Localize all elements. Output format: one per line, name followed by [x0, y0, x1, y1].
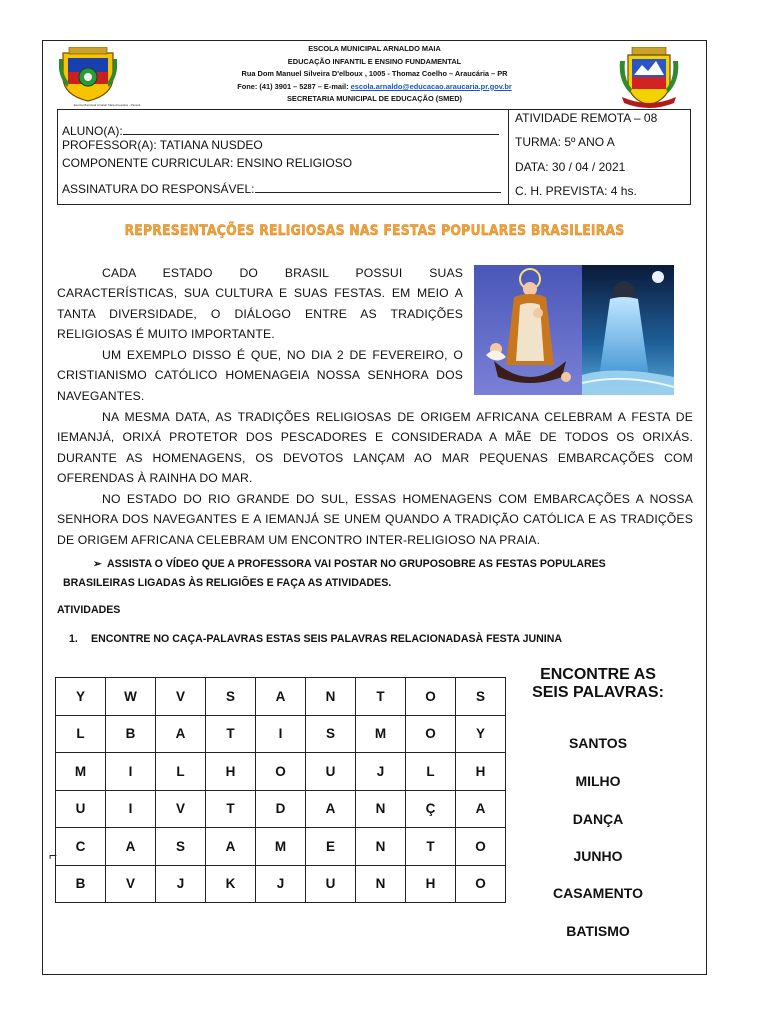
- grid-cell[interactable]: J: [356, 753, 406, 791]
- grid-cell[interactable]: M: [256, 828, 306, 866]
- grid-cell[interactable]: B: [56, 865, 106, 903]
- grid-cell[interactable]: N: [306, 678, 356, 716]
- email-link[interactable]: escola.arnaldo@educacao.araucaria.pr.gov.br: [350, 81, 512, 91]
- grid-cell[interactable]: O: [256, 753, 306, 791]
- grid-cell[interactable]: U: [56, 790, 106, 828]
- grid-cell[interactable]: B: [106, 715, 156, 753]
- grid-cell[interactable]: H: [456, 753, 506, 791]
- instruction-bullet: [63, 555, 663, 593]
- grid-cell[interactable]: O: [406, 715, 456, 753]
- carga-horaria-label: C. H. PREVISTA: 4 hs.: [515, 184, 637, 198]
- grid-cell[interactable]: T: [406, 828, 456, 866]
- grid-cell[interactable]: N: [356, 828, 406, 866]
- grid-cell[interactable]: J: [256, 865, 306, 903]
- school-level: EDUCAÇÃO INFANTIL E ENSINO FUNDAMENTAL: [287, 56, 462, 66]
- phone-label: Fone: (41) 3901 – 5287 – E-mail:: [237, 81, 349, 91]
- grid-cell[interactable]: L: [406, 753, 456, 791]
- grid-cell[interactable]: J: [156, 865, 206, 903]
- grid-cell[interactable]: L: [156, 753, 206, 791]
- school-contact: [43, 81, 706, 94]
- grid-cell[interactable]: U: [306, 865, 356, 903]
- grid-row: [56, 828, 506, 866]
- grid-cell[interactable]: V: [156, 678, 206, 716]
- info-divider: [508, 110, 509, 204]
- question-number: 1.: [69, 633, 78, 645]
- question-text: ENCONTRE NO CAÇA-PALAVRAS ESTAS SEIS PALAVRAS RELACIONADASÀ FESTA JUNINA: [91, 633, 563, 645]
- grid-row: [56, 753, 506, 791]
- paragraph-3: [57, 407, 693, 488]
- school-header: [43, 41, 706, 111]
- instruction-text: ASSISTA O VÍDEO QUE A PROFESSORA VAI POSTAR NO GRUPOSOBRE AS FESTAS POPULARES BRASILEIRAS LIGADAS ÀS RELIGIÕES E FAÇA AS ATIVIDADES.: [63, 558, 606, 589]
- data-label: DATA: 30 / 04 / 2021: [515, 160, 626, 174]
- aluno-label: ALUNO(A):: [62, 124, 123, 138]
- worksheet-title: REPRESENTAÇÕES RELIGIOSAS NAS FESTAS POPULARES BRASILEIRAS: [124, 223, 625, 239]
- word-item: JUNHO: [573, 848, 623, 864]
- word-item: SANTOS: [568, 735, 628, 751]
- grid-cell[interactable]: V: [106, 865, 156, 903]
- turma-label: TURMA: 5º ANO A: [515, 135, 615, 149]
- religious-figures-image: [474, 265, 674, 395]
- grid-cell[interactable]: A: [256, 678, 306, 716]
- grid-cell[interactable]: Y: [56, 678, 106, 716]
- word-item: BATISMO: [566, 923, 630, 939]
- assinatura-line[interactable]: [255, 182, 501, 193]
- arrow-bullet-icon: ➢: [93, 558, 102, 570]
- paragraph-4-text: NO ESTADO DO RIO GRANDE DO SUL, ESSAS HOMENAGENS COM EMBARCAÇÕES A NOSSA SENHORA DOS NAVEGANTES E A IEMANJÁ SE UNEM QUANDO A TRADIÇÃO CATÓLICA E AS TRADIÇÕES DE ORIGEM AFRICANA CELEBRAM UM ENCONTRO INTER-RELIGIOSO NA PRAIA.: [57, 492, 693, 547]
- school-name: ESCOLA MUNICIPAL ARNALDO MAIA: [308, 44, 441, 53]
- grid-cell[interactable]: A: [156, 715, 206, 753]
- grid-cell[interactable]: S: [156, 828, 206, 866]
- grid-cell[interactable]: Y: [456, 715, 506, 753]
- question-1: [69, 633, 562, 645]
- grid-cell[interactable]: A: [456, 790, 506, 828]
- school-address: Rua Dom Manuel Silveira D'elboux , 1005 - Thomaz Coelho – Araucária – PR: [241, 69, 508, 79]
- word-search-grid: [55, 677, 506, 903]
- grid-cell[interactable]: Ç: [406, 790, 456, 828]
- grid-cell[interactable]: K: [206, 865, 256, 903]
- grid-cell[interactable]: A: [106, 828, 156, 866]
- aluno-field[interactable]: [62, 124, 499, 138]
- paragraph-3-text: NA MESMA DATA, AS TRADIÇÕES RELIGIOSAS DE ORIGEM AFRICANA CELEBRAM A FESTA DE IEMANJÁ, ORIXÁ PROTETOR DOS PESCADORES E CONSIDERADA A MÃE DE TODOS OS ORIXÁS. DURANTE AS HOMENAGENS, OS DEVOTOS LANÇAM AO MAR PEQUENAS EMBARCAÇÕES COM OFERENDAS À RAINHA DO MAR.: [57, 410, 693, 485]
- grid-row: [56, 678, 506, 716]
- grid-cell[interactable]: H: [206, 753, 256, 791]
- grid-cell[interactable]: D: [256, 790, 306, 828]
- grid-cell[interactable]: L: [56, 715, 106, 753]
- professor-line: PROFESSOR(A): TATIANA NUSDEO: [62, 138, 263, 152]
- mouse-cursor-icon: ⌐: [49, 847, 58, 863]
- grid-cell[interactable]: M: [356, 715, 406, 753]
- grid-cell[interactable]: N: [356, 865, 406, 903]
- grid-cell[interactable]: O: [406, 678, 456, 716]
- student-info-box: [57, 109, 691, 205]
- aluno-line[interactable]: [123, 124, 499, 135]
- word-item: MILHO: [575, 773, 621, 789]
- secretariat-line: SECRETARIA MUNICIPAL DE EDUCAÇÃO (SMED): [286, 94, 463, 104]
- grid-cell[interactable]: A: [306, 790, 356, 828]
- word-item: CASAMENTO: [553, 885, 643, 901]
- grid-cell[interactable]: T: [206, 715, 256, 753]
- worksheet-page: [42, 40, 707, 975]
- grid-cell[interactable]: I: [256, 715, 306, 753]
- grid-cell[interactable]: S: [456, 678, 506, 716]
- grid-cell[interactable]: S: [206, 678, 256, 716]
- grid-cell[interactable]: H: [406, 865, 456, 903]
- paragraph-2-text: UM EXEMPLO DISSO É QUE, NO DIA 2 DE FEVEREIRO, O CRISTIANISMO CATÓLICO HOMENAGEIA NOSSA SENHORA DOS NAVEGANTES.: [57, 348, 463, 403]
- grid-cell[interactable]: S: [306, 715, 356, 753]
- grid-cell[interactable]: M: [56, 753, 106, 791]
- word-list-box: [503, 663, 693, 945]
- grid-cell[interactable]: I: [106, 753, 156, 791]
- assinatura-label: ASSINATURA DO RESPONSÁVEL:: [62, 182, 255, 196]
- grid-cell[interactable]: O: [456, 828, 506, 866]
- crest-caption: Escola Municipal Arnaldo Maia Araucária - Paraná: [73, 103, 141, 107]
- grid-cell[interactable]: N: [356, 790, 406, 828]
- grid-row: [56, 715, 506, 753]
- grid-cell[interactable]: C: [56, 828, 106, 866]
- grid-cell[interactable]: T: [356, 678, 406, 716]
- paragraph-1-text: CADA ESTADO DO BRASIL POSSUI SUAS CARACTERÍSTICAS, SUA CULTURA E SUAS FESTAS. EM MEIO A TANTA DIVERSIDADE, O DIÁLOGO ENTRE AS TRADIÇÕES RELIGIOSAS É MUITO IMPORTANTE.: [57, 266, 463, 341]
- paragraph-4: [57, 489, 693, 550]
- componente-line: COMPONENTE CURRICULAR: ENSINO RELIGIOSO: [62, 156, 353, 170]
- word-item: DANÇA: [572, 811, 624, 827]
- paragraph-1: [57, 263, 463, 344]
- grid-cell[interactable]: V: [156, 790, 206, 828]
- atividade-label: ATIVIDADE REMOTA – 08: [515, 111, 658, 125]
- grid-cell[interactable]: I: [106, 790, 156, 828]
- assinatura-field[interactable]: [62, 182, 501, 196]
- grid-cell[interactable]: U: [306, 753, 356, 791]
- grid-row: [56, 790, 506, 828]
- grid-row: [56, 865, 506, 903]
- word-list-heading-2: SEIS PALAVRAS:: [532, 684, 664, 701]
- grid-cell[interactable]: A: [206, 828, 256, 866]
- atividades-heading: ATIVIDADES: [57, 604, 121, 616]
- grid-cell[interactable]: T: [206, 790, 256, 828]
- word-list-heading-1: ENCONTRE AS: [540, 666, 656, 683]
- paragraph-2: [57, 345, 463, 406]
- grid-cell[interactable]: W: [106, 678, 156, 716]
- grid-cell[interactable]: O: [456, 865, 506, 903]
- grid-cell[interactable]: E: [306, 828, 356, 866]
